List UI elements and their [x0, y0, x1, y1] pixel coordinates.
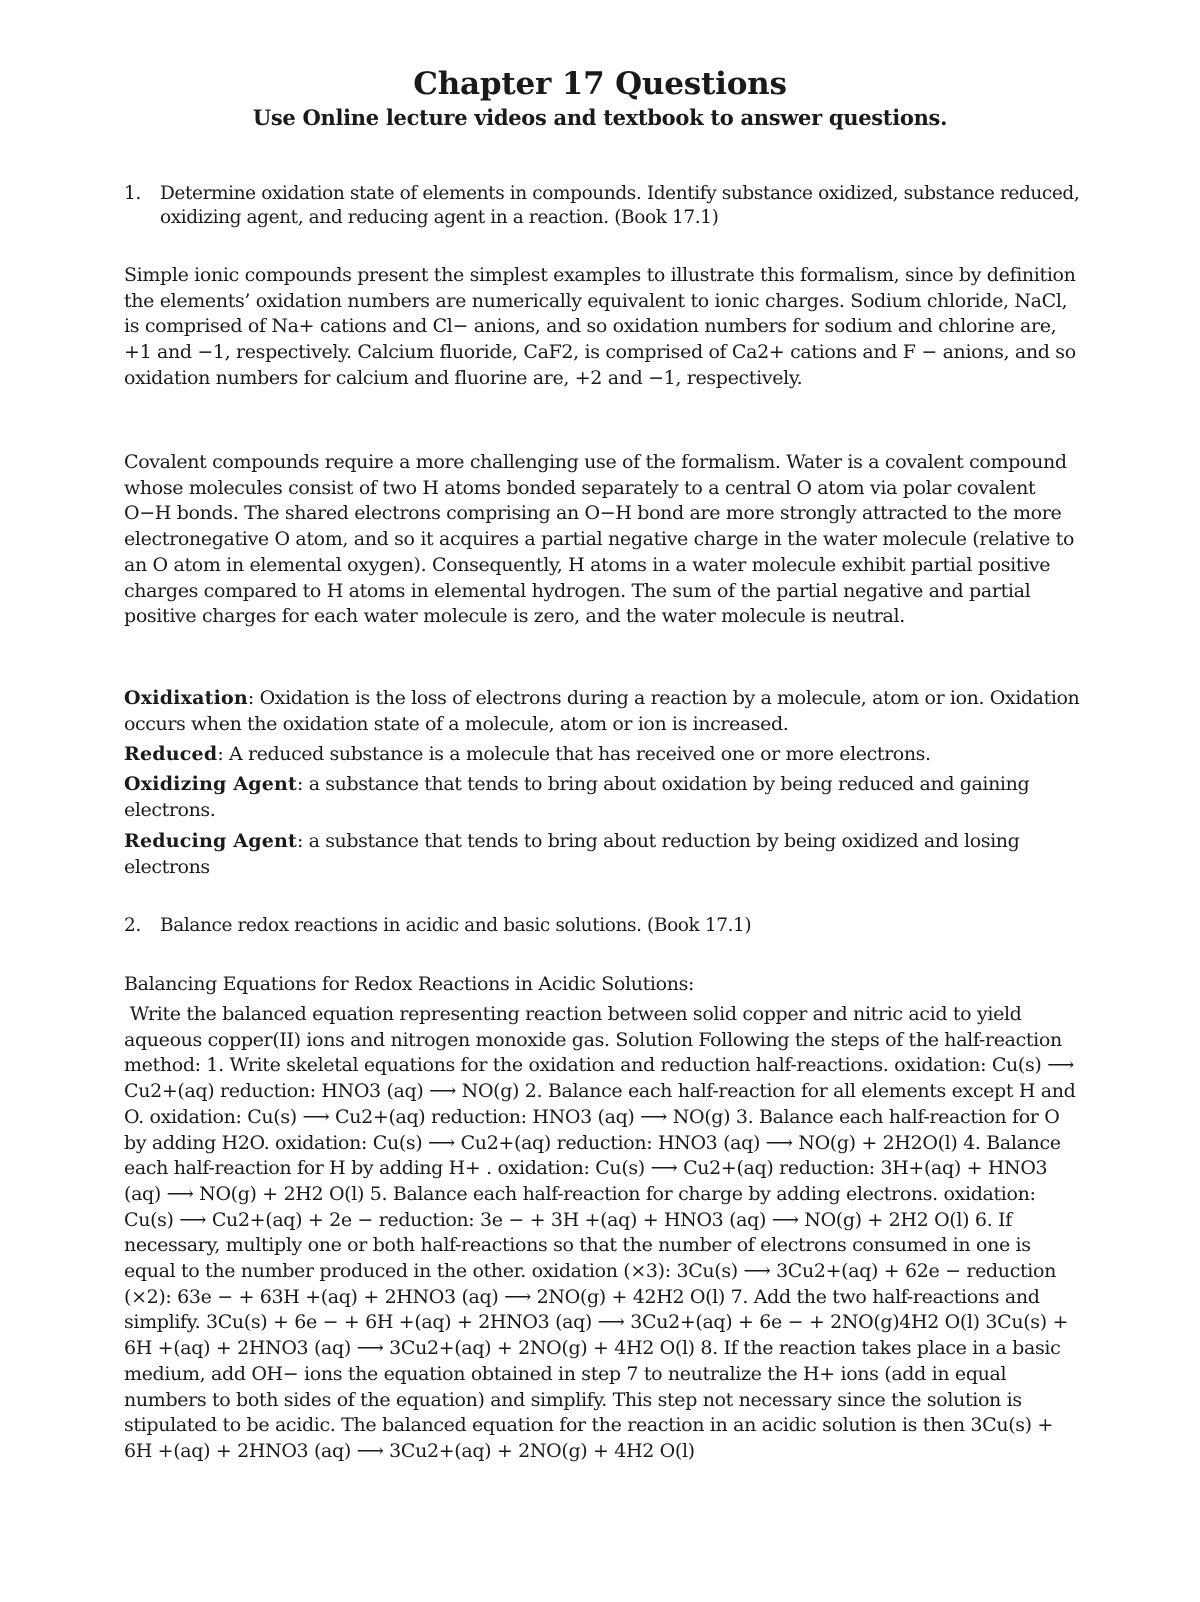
definition-term: Oxidixation	[124, 687, 248, 709]
definition-text: Oxidation is the loss of electrons during a reaction by a molecule, atom or ion. Oxidation occurs when the oxidation state of a molecule, atom or ion is increased.	[124, 687, 1080, 735]
definition-separator: :	[217, 743, 229, 765]
definition-reducing-agent	[124, 829, 1086, 880]
balancing-paragraph: Write the balanced equation representing reaction between solid copper and nitric acid to yield aqueous copper(II) ions and nitrogen monoxide gas. Solution Following the steps of the half-reaction method: 1. Write skeletal equations for the oxidation and reduction half-reactions. oxidation: Cu(s) ⟶ Cu2+(aq) reduction: HNO3 (aq) ⟶ NO(g) 2. Balance each half-reaction for all elements except H and O. oxidation: Cu(s) ⟶ Cu2+(aq) reduction: HNO3 (aq) ⟶ NO(g) 3. Balance each half-reaction for O by adding H2O. oxidation: Cu(s) ⟶ Cu2+(aq) reduction: HNO3 (aq) ⟶ NO(g) + 2H2O(l) 4. Balance each half-reaction for H by adding H+ . oxidation: Cu(s) ⟶ Cu2+(aq) reduction: 3H+(aq) + HNO3 (aq) ⟶ NO(g) + 2H2 O(l) 5. Balance each half-reaction for charge by adding electrons. oxidation: Cu(s) ⟶ Cu2+(aq) + 2e − reduction: 3e − + 3H +(aq) + HNO3 (aq) ⟶ NO(g) + 2H2 O(l) 6. If necessary, multiply one or both half-reactions so that the number of electrons consumed in one is equal to the number produced in the other. oxidation (×3): 3Cu(s) ⟶ 3Cu2+(aq) + 62e − reduction (×2): 63e − + 63H +(aq) + 2HNO3 (aq) ⟶ 2NO(g) + 42H2 O(l) 7. Add the two half-reactions and simplify. 3Cu(s) + 6e − + 6H +(aq) + 2HNO3 (aq) ⟶ 3Cu2+(aq) + 6e − + 2NO(g)4H2 O(l) 3Cu(s) + 6H +(aq) + 2HNO3 (aq) ⟶ 3Cu2+(aq) + 2NO(g) + 4H2 O(l) 8. If the reaction takes place in a basic medium, add OH− ions the equation obtained in step 7 to neutralize the H+ ions (add in equal numbers to both sides of the equation) and simplify. This step not necessary since the solution is stipulated to be acidic. The balanced equation for the reaction in an acidic solution is then 3Cu(s) + 6H +(aq) + 2HNO3 (aq) ⟶ 3Cu2+(aq) + 2NO(g) + 4H2 O(l)	[124, 1003, 1082, 1462]
definition-text: A reduced substance is a molecule that has received one or more electrons.	[228, 743, 931, 765]
page-subtitle: Use Online lecture videos and textbook to answer questions.	[252, 105, 948, 130]
definition-oxidizing-agent	[124, 772, 1086, 823]
question-text: Balance redox reactions in acidic and basic solutions. (Book 17.1)	[160, 915, 752, 936]
definition-text: a substance that tends to bring about oxidation by being reduced and gaining electrons.	[124, 773, 1030, 821]
covalent-paragraph: Covalent compounds require a more challenging use of the formalism. Water is a covalent compound whose molecules consist of two H atoms bonded separately to a central O atom via polar covalent O−H bonds. The shared electrons comprising an O−H bond are more strongly attracted to the more electronegative O atom, and so it acquires a partial negative charge in the water molecule (relative to an O atom in elemental oxygen). Consequently, H atoms in a water molecule exhibit partial positive charges compared to H atoms in elemental hydrogen. The sum of the partial negative and partial positive charges for each water molecule is zero, and the water molecule is neutral.	[124, 451, 1075, 628]
definition-term: Oxidizing Agent	[124, 773, 298, 795]
question-item	[124, 914, 1086, 938]
question-item	[124, 182, 1086, 230]
definition-term: Reducing Agent	[124, 830, 297, 852]
definition-term: Reduced	[124, 743, 218, 765]
definition-separator: :	[247, 687, 260, 709]
definition-separator: :	[296, 830, 309, 852]
definition-text: a substance that tends to bring about reduction by being oxidized and losing electrons	[124, 830, 1020, 878]
question-text: Determine oxidation state of elements in compounds. Identify substance oxidized, substance reduced, oxidizing agent, and reducing agent in a reaction. (Book 17.1)	[160, 183, 1080, 228]
page-title: Chapter 17 Questions	[413, 66, 787, 102]
definition-separator: :	[297, 773, 309, 795]
definition-oxidation	[124, 686, 1086, 737]
definition-reduced	[124, 742, 1086, 768]
balancing-heading: Balancing Equations for Redox Reactions in Acidic Solutions:	[124, 973, 695, 995]
ionic-paragraph: Simple ionic compounds present the simplest examples to illustrate this formalism, since by definition the elements’ oxidation numbers are numerically equivalent to ionic charges. Sodium chloride, NaCl, is comprised of Na+ cations and Cl− anions, and so oxidation numbers for sodium and chlorine are, +1 and −1, respectively. Calcium fluoride, CaF2, is comprised of Ca2+ cations and F − anions, and so oxidation numbers for calcium and fluorine are, +2 and −1, respectively.	[124, 264, 1076, 389]
question-number: 1.	[124, 183, 141, 204]
question-number: 2.	[124, 915, 141, 936]
